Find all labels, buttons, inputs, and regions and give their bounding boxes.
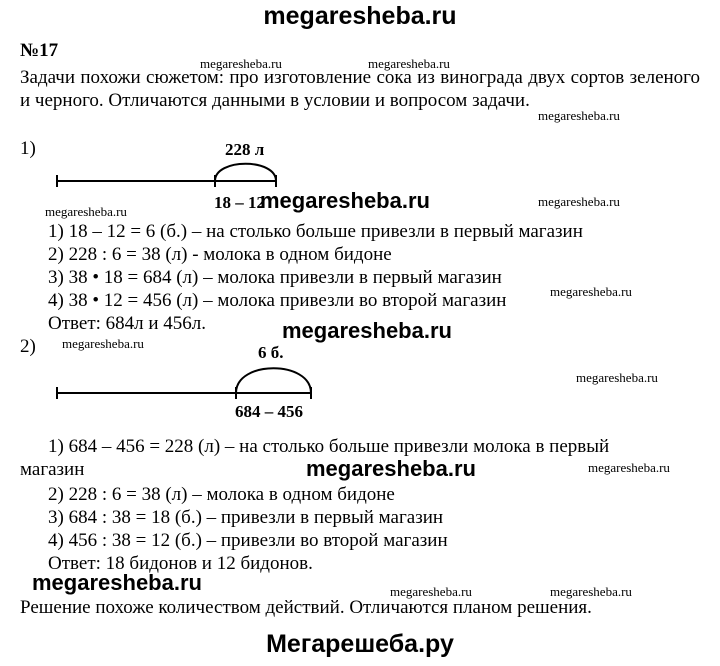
watermark: megaresheba.ru [32,570,202,595]
watermark: megaresheba.ru [45,204,127,219]
watermark: megaresheba.ru [282,318,452,343]
watermark: megaresheba.ru [538,108,620,123]
part1-step-1: 1) 18 – 12 = 6 (б.) – на столько больше привезли в первый магазин [48,221,583,242]
watermark: megaresheba.ru [576,370,658,385]
part1-label: 1) [20,138,36,159]
watermark: megaresheba.ru [62,336,144,351]
watermark: megaresheba.ru [368,56,450,71]
part1-segment-label: 18 – 12 [214,193,265,212]
task-number: №17 [20,40,59,61]
part2-arc-label: 6 б. [258,343,284,362]
part1-answer: Ответ: 684л и 456л. [48,313,207,334]
part1-arc [215,164,276,181]
part2-step-3: 3) 684 : 38 = 18 (б.) – привезли в первый магазин [48,507,444,528]
watermark: megaresheba.ru [200,56,282,71]
site-footer: Мегарешеба.ру [266,630,454,658]
conclusion-text: Решение похоже количеством действий. Отличаются планом решения. [20,597,592,618]
part1-step-3: 3) 38 • 18 = 684 (л) – молока привезли в первый магазин [48,267,502,288]
watermark: megaresheba.ru [538,194,620,209]
part1-step-2: 2) 228 : 6 = 38 (л) - молока в одном бидоне [48,244,392,265]
part2-arc [236,368,311,393]
watermark: megaresheba.ru [550,584,632,599]
task-intro: Задачи похожи сюжетом: про изготовление сока из винограда двух сортов зеленого и черного. Отличаются данными в условии и вопросом задачи. [20,67,700,111]
site-header: megaresheba.ru [263,2,457,30]
part2-step-1-line1: 1) 684 – 456 = 228 (л) – на столько больше привезли молока в первый [48,436,610,457]
watermark: megaresheba.ru [260,188,430,213]
part2-label: 2) [20,336,36,357]
part2-step-4: 4) 456 : 38 = 12 (б.) – привезли во второй магазин [48,530,448,551]
part1-arc-label: 228 л [225,140,265,159]
part1-step-4: 4) 38 • 12 = 456 (л) – молока привезли во второй магазин [48,290,507,311]
watermark: megaresheba.ru [550,284,632,299]
part2-answer: Ответ: 18 бидонов и 12 бидонов. [48,553,313,574]
part2-segment-diagram [55,364,325,400]
part1-segment-diagram [55,160,285,190]
part2-step-1-line2: магазин [20,459,85,480]
watermark: megaresheba.ru [588,460,670,475]
part2-segment-label: 684 – 456 [235,402,303,421]
watermark: megaresheba.ru [306,456,476,481]
part2-step-2: 2) 228 : 6 = 38 (л) – молока в одном бидоне [48,484,395,505]
watermark: megaresheba.ru [390,584,472,599]
